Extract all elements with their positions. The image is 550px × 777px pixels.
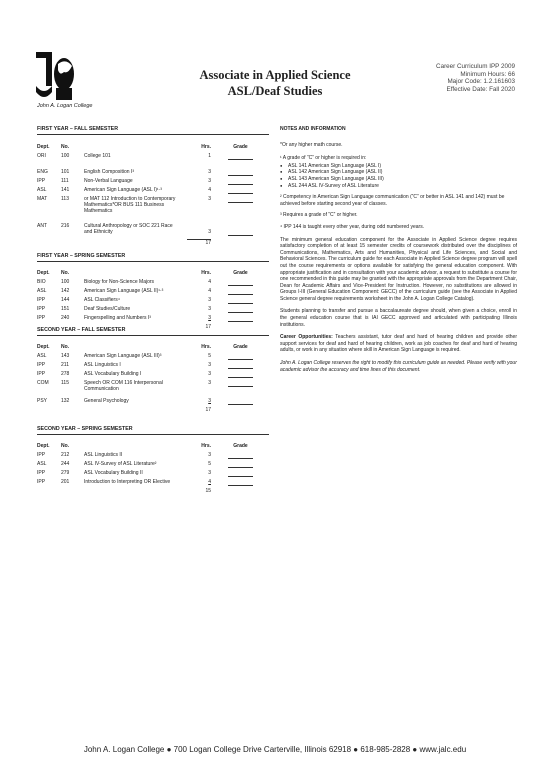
table-row: PSY 132 General Psychology 3	[37, 398, 269, 407]
grade-blank	[228, 202, 253, 203]
meta-hours: Minimum Hours: 66	[460, 70, 515, 78]
semester-title: SECOND YEAR – SPRING SEMESTER	[37, 426, 133, 432]
grade-blank	[228, 294, 253, 295]
grade-blank	[228, 321, 253, 322]
grade-blank	[228, 467, 253, 468]
table-row: IPP 279 ASL Vocabulary Building II 3	[37, 470, 269, 479]
disclaimer: John A. Logan College reserves the right to modify this curriculum guide as needed. Please verify with your academic advisor the accuracy and time lines of this document.	[280, 360, 517, 373]
semester-title: FIRST YEAR – SPRING SEMESTER	[37, 253, 126, 259]
table-row: IPP 211 ASL Linguistics I 3	[37, 362, 269, 371]
table-row: ANT 216 Cultural Anthropology or SOC 221 Race and Ethnicity 3	[37, 223, 269, 239]
list-item: ● ASL 141 American Sign Language (ASL I)	[288, 163, 517, 170]
list-item: ● ASL 143 American Sign Language (ASL III)	[288, 176, 517, 183]
meta-curriculum: Career Curriculum IPP 2009	[436, 63, 515, 70]
transfer-text: Students planning to transfer and pursue a baccalaureate degree should, when given a choice, enroll in the general education course that is IAI GECC approved and articulated with participating Illinois institutions.	[280, 308, 517, 328]
grade-blank	[228, 235, 253, 236]
table-row: COM 115 Speech OR COM 116 Interpersonal Communication 3	[37, 380, 269, 398]
footer-address: John A. Logan College ● 700 Logan College Drive Carterville, Illinois 62918 ● 618-985-2828 ● www.jalc.edu	[83, 745, 467, 754]
grade-blank	[228, 485, 253, 486]
table-row: ASL 143 American Sign Language (ASL III)³ 5	[37, 353, 269, 362]
document-subtitle: ASL/Deaf Studies	[227, 84, 323, 98]
table-row: ORI 100 College 101 1	[37, 153, 269, 169]
grade-blank	[228, 184, 253, 185]
list-item: ● ASL 142 American Sign Language (ASL II)	[288, 169, 517, 176]
table-row: ASL 142 American Sign Language (ASL II)¹·³ 4	[37, 288, 269, 297]
table-row: IPP 212 ASL Linguistics II 3	[37, 452, 269, 461]
semester-title: SECOND YEAR – FALL SEMESTER	[37, 327, 126, 333]
table-row: BIO 100 Biology for Non-Science Majors 4	[37, 279, 269, 288]
col-no: No.	[61, 144, 70, 151]
semester-table-3: SECOND YEAR – FALL SEMESTER Dept. No. Hrs. Grade ASL 143 American Sign Language (ASL III)³ 5 IPP 211 ASL Linguistics I 3 IPP 278 ASL Vocabulary Building I 3 COM 115 Speech OR COM 116 Interpersonal Communication 3 PSY 132 General Psychology 3 17	[37, 327, 269, 416]
note-3: ³ Requires a grade of “C” or higher.	[280, 212, 358, 219]
note-star: *Or any higher math course.	[280, 141, 343, 148]
table-row: IPP 144 ASL Classifiers⁴ 3	[37, 297, 269, 306]
meta-major-code: Major Code: 1.2.161603	[447, 78, 515, 86]
table-row: IPP 151 Deaf Studies/Culture 3	[37, 306, 269, 315]
career-text: Teachers assistant, tutor deaf and hard of hearing children and provide other support services for deaf and hard of hearing children, work as job coaches for deaf and hard of hearing adults, or work in any situation where skill in American Sign Language is required.	[280, 334, 517, 354]
grade-blank	[228, 312, 253, 313]
general-education-text: The minimum general education component for the Associate in Applied Science degree requires satisfactory completion of at least 15 semester credits of coursework distributed over the disciplines of Communications, Mathematics, Arts and Humanities, Physical and Life Sciences, and Social and Behavioral Sciences. The curriculum guide for each Associate in Applied Science degree program will spell out the course requirements or options available for satisfying the general education component. With appropriate justification and in consultation with your academic advisor, a request to substitute a course for one recommended in this guide may be granted with the appropriate approvals from the Department Chair, Dean for Academic Affairs and Vice-President for Instruction. However, no substitutions are allowed in Groups I-III (General Education Component: GECC) of the curriculum guide (see the Associate in Applied Science general degree requirements worksheet in the John A. Logan College Catalog).	[280, 236, 517, 302]
col-grade: Grade	[233, 144, 248, 151]
college-name-small: John A. Logan College	[37, 103, 93, 109]
note-1-list	[280, 163, 517, 189]
note-4: ⁴ IPP 144 is taught every other year, during odd numbered years.	[280, 223, 425, 230]
grade-blank	[228, 368, 253, 369]
grade-blank	[228, 458, 253, 459]
semester-title: FIRST YEAR – FALL SEMESTER	[37, 126, 119, 132]
career-label: Career Opportunities:	[280, 334, 333, 341]
note-1: ¹ A grade of “C” or higher is required in:	[280, 155, 367, 162]
table-row: MAT 113 or MAT 112 Introduction to Contemporary Mathematics*OR BUS 111 Business Mathematics 3	[37, 196, 269, 223]
grade-blank	[228, 359, 253, 360]
grade-blank	[228, 476, 253, 477]
grade-blank	[228, 404, 253, 405]
grade-blank	[228, 303, 253, 304]
semester-table-2: FIRST YEAR – SPRING SEMESTER Dept. No. Hrs. Grade BIO 100 Biology for Non-Science Majors 4 ASL 142 American Sign Language (ASL II)¹·³ 4 IPP 144 ASL Classifiers⁴ 3 IPP 151 Deaf Studies/Culture 3 IPP 240 Fingerspelling and Numbers I³ 3 17	[37, 253, 269, 333]
semester-total: 15	[205, 488, 211, 495]
col-dept: Dept.	[37, 144, 50, 151]
semester-table-1	[37, 126, 269, 248]
meta-effective-date: Effective Date: Fall 2020	[446, 85, 515, 93]
grade-blank	[228, 377, 253, 378]
col-hrs: Hrs.	[201, 144, 211, 151]
grade-blank	[228, 193, 253, 194]
list-item: ● ASL 244 ASL IV-Survey of ASL Literature	[288, 183, 517, 190]
curriculum-meta	[436, 63, 515, 93]
notes-heading: NOTES AND INFORMATION	[280, 126, 346, 132]
table-row: ASL 244 ASL IV-Survey of ASL Literature² 5	[37, 461, 269, 470]
semester-total: 17	[205, 324, 211, 331]
table-row: ASL 141 American Sign Language (ASL I)¹·³ 4	[37, 187, 269, 196]
grade-blank	[228, 175, 253, 176]
grade-blank	[228, 159, 253, 160]
notes-section	[280, 126, 517, 377]
table-row: ENG 101 English Composition I³ 3	[37, 169, 269, 178]
note-2: ² Competency in American Sign Language communication (“C” or better in ASL 141 and 142) must be achieved before starting second year of classes.	[280, 194, 505, 207]
semester-total: 17	[187, 239, 211, 246]
grade-blank	[228, 386, 253, 387]
table-row: IPP 278 ASL Vocabulary Building I 3	[37, 371, 269, 380]
semester-table-4: SECOND YEAR – SPRING SEMESTER Dept. No. Hrs. Grade IPP 212 ASL Linguistics II 3 ASL 244 ASL IV-Survey of ASL Literature² 5 IPP 279 ASL Vocabulary Building II 3 IPP 201 Introduction to Interpreting OR Elective 4 15	[37, 426, 269, 497]
document-title: Associate in Applied Science	[199, 68, 351, 82]
table-row: IPP 201 Introduction to Interpreting OR Elective 4	[37, 479, 269, 488]
career-opportunities	[280, 334, 517, 354]
table-row: IPP 240 Fingerspelling and Numbers I³ 3	[37, 315, 269, 324]
semester-total: 17	[205, 407, 211, 414]
grade-blank	[228, 285, 253, 286]
table-row: IPP 111 Non-Verbal Language 3	[37, 178, 269, 187]
